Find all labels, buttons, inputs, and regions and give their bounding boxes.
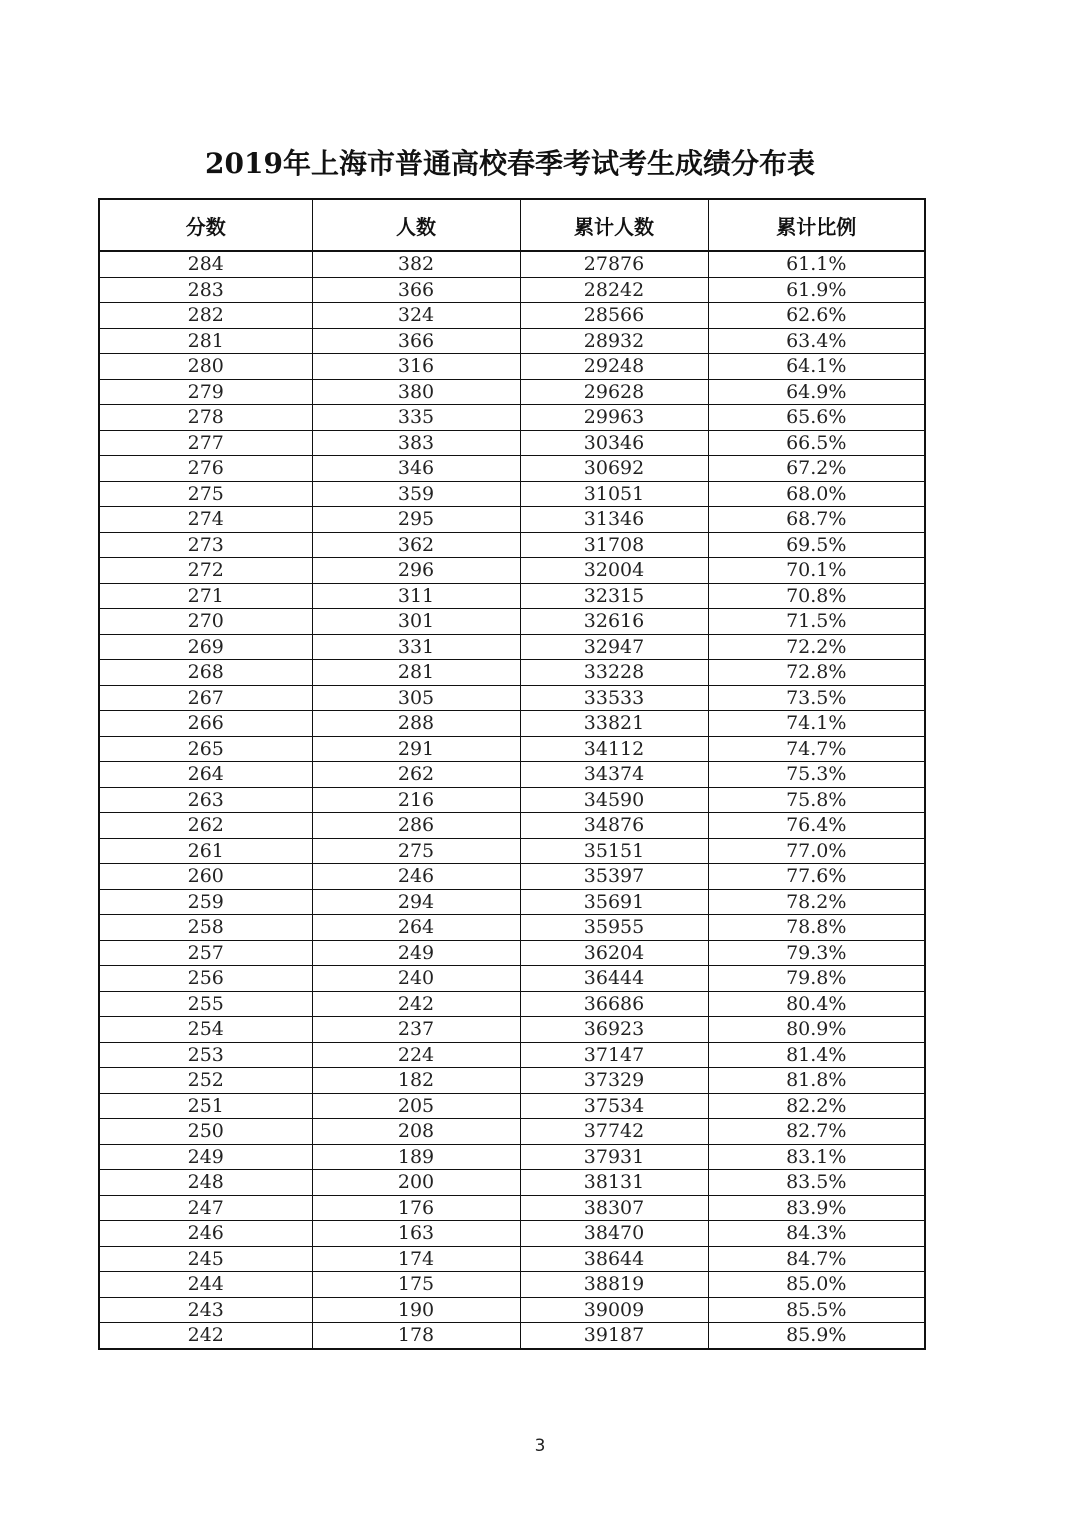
- cell-score: 252: [99, 1068, 312, 1094]
- cell-score: 242: [99, 1323, 312, 1349]
- cell-cumulative-ratio: 79.3%: [708, 940, 925, 966]
- cell-cumulative-count: 28242: [520, 277, 708, 303]
- cell-count: 324: [312, 303, 520, 329]
- cell-cumulative-ratio: 61.1%: [708, 251, 925, 277]
- cell-count: 175: [312, 1272, 520, 1298]
- cell-cumulative-count: 31051: [520, 481, 708, 507]
- table-row: [99, 328, 925, 354]
- cell-cumulative-count: 37147: [520, 1042, 708, 1068]
- cell-cumulative-ratio: 77.0%: [708, 838, 925, 864]
- cell-cumulative-ratio: 78.2%: [708, 889, 925, 915]
- cell-score: 246: [99, 1221, 312, 1247]
- table-row: [99, 634, 925, 660]
- cell-count: 262: [312, 762, 520, 788]
- cell-count: 242: [312, 991, 520, 1017]
- cell-cumulative-ratio: 65.6%: [708, 405, 925, 431]
- header-score: 分数: [99, 199, 312, 251]
- cell-score: 258: [99, 915, 312, 941]
- cell-cumulative-count: 35955: [520, 915, 708, 941]
- cell-score: 256: [99, 966, 312, 992]
- table-row: [99, 405, 925, 431]
- cell-cumulative-count: 37742: [520, 1119, 708, 1145]
- cell-score: 245: [99, 1246, 312, 1272]
- cell-score: 249: [99, 1144, 312, 1170]
- table-body: [99, 251, 925, 1349]
- cell-count: 366: [312, 328, 520, 354]
- cell-score: 261: [99, 838, 312, 864]
- cell-score: 280: [99, 354, 312, 380]
- cell-score: 282: [99, 303, 312, 329]
- cell-score: 262: [99, 813, 312, 839]
- cell-cumulative-ratio: 74.7%: [708, 736, 925, 762]
- cell-count: 295: [312, 507, 520, 533]
- cell-cumulative-ratio: 76.4%: [708, 813, 925, 839]
- cell-cumulative-ratio: 83.1%: [708, 1144, 925, 1170]
- cell-cumulative-count: 34112: [520, 736, 708, 762]
- table-row: [99, 507, 925, 533]
- cell-cumulative-count: 38470: [520, 1221, 708, 1247]
- cell-count: 335: [312, 405, 520, 431]
- cell-count: 296: [312, 558, 520, 584]
- cell-score: 274: [99, 507, 312, 533]
- cell-count: 286: [312, 813, 520, 839]
- cell-cumulative-ratio: 63.4%: [708, 328, 925, 354]
- cell-cumulative-ratio: 64.1%: [708, 354, 925, 380]
- cell-cumulative-ratio: 72.2%: [708, 634, 925, 660]
- table-row: [99, 1017, 925, 1043]
- cell-cumulative-count: 39187: [520, 1323, 708, 1349]
- cell-cumulative-ratio: 68.0%: [708, 481, 925, 507]
- cell-cumulative-count: 34374: [520, 762, 708, 788]
- cell-score: 243: [99, 1297, 312, 1323]
- cell-cumulative-ratio: 66.5%: [708, 430, 925, 456]
- table-row: [99, 481, 925, 507]
- cell-cumulative-ratio: 85.5%: [708, 1297, 925, 1323]
- table-row: [99, 277, 925, 303]
- cell-count: 189: [312, 1144, 520, 1170]
- cell-cumulative-count: 28566: [520, 303, 708, 329]
- cell-score: 260: [99, 864, 312, 890]
- cell-count: 246: [312, 864, 520, 890]
- cell-cumulative-ratio: 72.8%: [708, 660, 925, 686]
- cell-cumulative-count: 35397: [520, 864, 708, 890]
- cell-cumulative-count: 36686: [520, 991, 708, 1017]
- cell-cumulative-count: 29963: [520, 405, 708, 431]
- cell-cumulative-count: 36444: [520, 966, 708, 992]
- cell-cumulative-ratio: 68.7%: [708, 507, 925, 533]
- cell-count: 346: [312, 456, 520, 482]
- cell-cumulative-count: 32315: [520, 583, 708, 609]
- cell-count: 176: [312, 1195, 520, 1221]
- cell-cumulative-count: 38819: [520, 1272, 708, 1298]
- cell-count: 249: [312, 940, 520, 966]
- table-row: [99, 685, 925, 711]
- cell-cumulative-ratio: 83.5%: [708, 1170, 925, 1196]
- cell-score: 279: [99, 379, 312, 405]
- cell-score: 272: [99, 558, 312, 584]
- table-row: [99, 1195, 925, 1221]
- cell-score: 244: [99, 1272, 312, 1298]
- cell-cumulative-count: 38131: [520, 1170, 708, 1196]
- table-row: [99, 583, 925, 609]
- table-row: [99, 787, 925, 813]
- cell-cumulative-ratio: 80.4%: [708, 991, 925, 1017]
- cell-score: 253: [99, 1042, 312, 1068]
- cell-score: 276: [99, 456, 312, 482]
- cell-cumulative-count: 29628: [520, 379, 708, 405]
- cell-cumulative-ratio: 81.8%: [708, 1068, 925, 1094]
- cell-cumulative-count: 38307: [520, 1195, 708, 1221]
- cell-count: 288: [312, 711, 520, 737]
- cell-cumulative-ratio: 80.9%: [708, 1017, 925, 1043]
- cell-cumulative-ratio: 62.6%: [708, 303, 925, 329]
- cell-cumulative-ratio: 79.8%: [708, 966, 925, 992]
- cell-count: 178: [312, 1323, 520, 1349]
- cell-cumulative-count: 36923: [520, 1017, 708, 1043]
- table-row: [99, 1093, 925, 1119]
- cell-cumulative-count: 30692: [520, 456, 708, 482]
- cell-cumulative-count: 37329: [520, 1068, 708, 1094]
- score-distribution-table-wrapper: [98, 198, 924, 1350]
- table-row: [99, 864, 925, 890]
- table-row: [99, 1221, 925, 1247]
- cell-score: 263: [99, 787, 312, 813]
- table-row: [99, 838, 925, 864]
- cell-cumulative-count: 32004: [520, 558, 708, 584]
- cell-score: 266: [99, 711, 312, 737]
- cell-count: 200: [312, 1170, 520, 1196]
- table-row: [99, 1272, 925, 1298]
- cell-cumulative-ratio: 64.9%: [708, 379, 925, 405]
- cell-cumulative-count: 31346: [520, 507, 708, 533]
- cell-cumulative-ratio: 71.5%: [708, 609, 925, 635]
- cell-cumulative-ratio: 85.0%: [708, 1272, 925, 1298]
- cell-cumulative-ratio: 84.7%: [708, 1246, 925, 1272]
- table-row: [99, 711, 925, 737]
- cell-cumulative-ratio: 83.9%: [708, 1195, 925, 1221]
- cell-count: 237: [312, 1017, 520, 1043]
- cell-score: 248: [99, 1170, 312, 1196]
- cell-score: 251: [99, 1093, 312, 1119]
- table-row: [99, 1323, 925, 1349]
- header-cumulative-count: 累计人数: [520, 199, 708, 251]
- table-row: [99, 251, 925, 277]
- header-cumulative-ratio: 累计比例: [708, 199, 925, 251]
- table-row: [99, 915, 925, 941]
- cell-cumulative-ratio: 81.4%: [708, 1042, 925, 1068]
- table-row: [99, 558, 925, 584]
- cell-cumulative-count: 33821: [520, 711, 708, 737]
- cell-count: 281: [312, 660, 520, 686]
- cell-score: 273: [99, 532, 312, 558]
- cell-cumulative-count: 33533: [520, 685, 708, 711]
- table-row: [99, 1246, 925, 1272]
- cell-cumulative-ratio: 82.7%: [708, 1119, 925, 1145]
- cell-score: 254: [99, 1017, 312, 1043]
- cell-count: 224: [312, 1042, 520, 1068]
- cell-cumulative-count: 35691: [520, 889, 708, 915]
- cell-cumulative-count: 38644: [520, 1246, 708, 1272]
- cell-count: 291: [312, 736, 520, 762]
- cell-score: 265: [99, 736, 312, 762]
- cell-cumulative-ratio: 74.1%: [708, 711, 925, 737]
- cell-count: 208: [312, 1119, 520, 1145]
- table-row: [99, 940, 925, 966]
- table-row: [99, 660, 925, 686]
- table-row: [99, 813, 925, 839]
- cell-score: 271: [99, 583, 312, 609]
- cell-count: 366: [312, 277, 520, 303]
- cell-score: 269: [99, 634, 312, 660]
- table-row: [99, 379, 925, 405]
- cell-count: 311: [312, 583, 520, 609]
- cell-score: 278: [99, 405, 312, 431]
- cell-count: 301: [312, 609, 520, 635]
- table-row: [99, 532, 925, 558]
- table-row: [99, 354, 925, 380]
- table-row: [99, 1170, 925, 1196]
- cell-cumulative-count: 32616: [520, 609, 708, 635]
- cell-cumulative-ratio: 70.1%: [708, 558, 925, 584]
- cell-count: 205: [312, 1093, 520, 1119]
- cell-score: 257: [99, 940, 312, 966]
- cell-count: 240: [312, 966, 520, 992]
- cell-score: 264: [99, 762, 312, 788]
- table-row: [99, 991, 925, 1017]
- cell-cumulative-ratio: 75.8%: [708, 787, 925, 813]
- cell-count: 305: [312, 685, 520, 711]
- cell-count: 359: [312, 481, 520, 507]
- table-row: [99, 303, 925, 329]
- cell-cumulative-count: 33228: [520, 660, 708, 686]
- cell-count: 264: [312, 915, 520, 941]
- cell-cumulative-count: 27876: [520, 251, 708, 277]
- cell-cumulative-count: 37931: [520, 1144, 708, 1170]
- cell-count: 382: [312, 251, 520, 277]
- cell-count: 216: [312, 787, 520, 813]
- cell-cumulative-count: 36204: [520, 940, 708, 966]
- table-row: [99, 736, 925, 762]
- cell-count: 190: [312, 1297, 520, 1323]
- cell-cumulative-ratio: 70.8%: [708, 583, 925, 609]
- cell-score: 267: [99, 685, 312, 711]
- cell-cumulative-count: 29248: [520, 354, 708, 380]
- cell-cumulative-ratio: 84.3%: [708, 1221, 925, 1247]
- cell-score: 255: [99, 991, 312, 1017]
- table-row: [99, 1042, 925, 1068]
- cell-count: 163: [312, 1221, 520, 1247]
- cell-count: 174: [312, 1246, 520, 1272]
- cell-cumulative-ratio: 78.8%: [708, 915, 925, 941]
- table-row: [99, 889, 925, 915]
- cell-score: 247: [99, 1195, 312, 1221]
- cell-count: 362: [312, 532, 520, 558]
- table-row: [99, 456, 925, 482]
- table-row: [99, 966, 925, 992]
- cell-count: 331: [312, 634, 520, 660]
- cell-score: 277: [99, 430, 312, 456]
- cell-cumulative-count: 34876: [520, 813, 708, 839]
- table-row: [99, 762, 925, 788]
- table-row: [99, 1068, 925, 1094]
- cell-cumulative-ratio: 82.2%: [708, 1093, 925, 1119]
- cell-cumulative-count: 37534: [520, 1093, 708, 1119]
- cell-cumulative-ratio: 67.2%: [708, 456, 925, 482]
- cell-count: 383: [312, 430, 520, 456]
- cell-cumulative-count: 30346: [520, 430, 708, 456]
- cell-cumulative-count: 31708: [520, 532, 708, 558]
- cell-cumulative-ratio: 73.5%: [708, 685, 925, 711]
- cell-count: 182: [312, 1068, 520, 1094]
- table-row: [99, 1144, 925, 1170]
- cell-cumulative-ratio: 69.5%: [708, 532, 925, 558]
- cell-score: 275: [99, 481, 312, 507]
- cell-count: 275: [312, 838, 520, 864]
- cell-cumulative-count: 28932: [520, 328, 708, 354]
- header-count: 人数: [312, 199, 520, 251]
- cell-cumulative-ratio: 75.3%: [708, 762, 925, 788]
- cell-score: 270: [99, 609, 312, 635]
- cell-cumulative-count: 34590: [520, 787, 708, 813]
- cell-cumulative-ratio: 77.6%: [708, 864, 925, 890]
- cell-count: 380: [312, 379, 520, 405]
- score-distribution-table: [98, 198, 926, 1350]
- table-header-row: [99, 199, 925, 251]
- cell-score: 250: [99, 1119, 312, 1145]
- cell-cumulative-count: 39009: [520, 1297, 708, 1323]
- table-row: [99, 1297, 925, 1323]
- cell-score: 259: [99, 889, 312, 915]
- page-number: 3: [534, 1436, 546, 1456]
- cell-count: 294: [312, 889, 520, 915]
- cell-score: 284: [99, 251, 312, 277]
- cell-score: 283: [99, 277, 312, 303]
- table-row: [99, 430, 925, 456]
- cell-count: 316: [312, 354, 520, 380]
- table-row: [99, 1119, 925, 1145]
- cell-cumulative-ratio: 85.9%: [708, 1323, 925, 1349]
- page-title: 2019年上海市普通高校春季考试考生成绩分布表: [205, 147, 815, 180]
- cell-score: 268: [99, 660, 312, 686]
- cell-cumulative-ratio: 61.9%: [708, 277, 925, 303]
- table-row: [99, 609, 925, 635]
- cell-score: 281: [99, 328, 312, 354]
- cell-cumulative-count: 35151: [520, 838, 708, 864]
- cell-cumulative-count: 32947: [520, 634, 708, 660]
